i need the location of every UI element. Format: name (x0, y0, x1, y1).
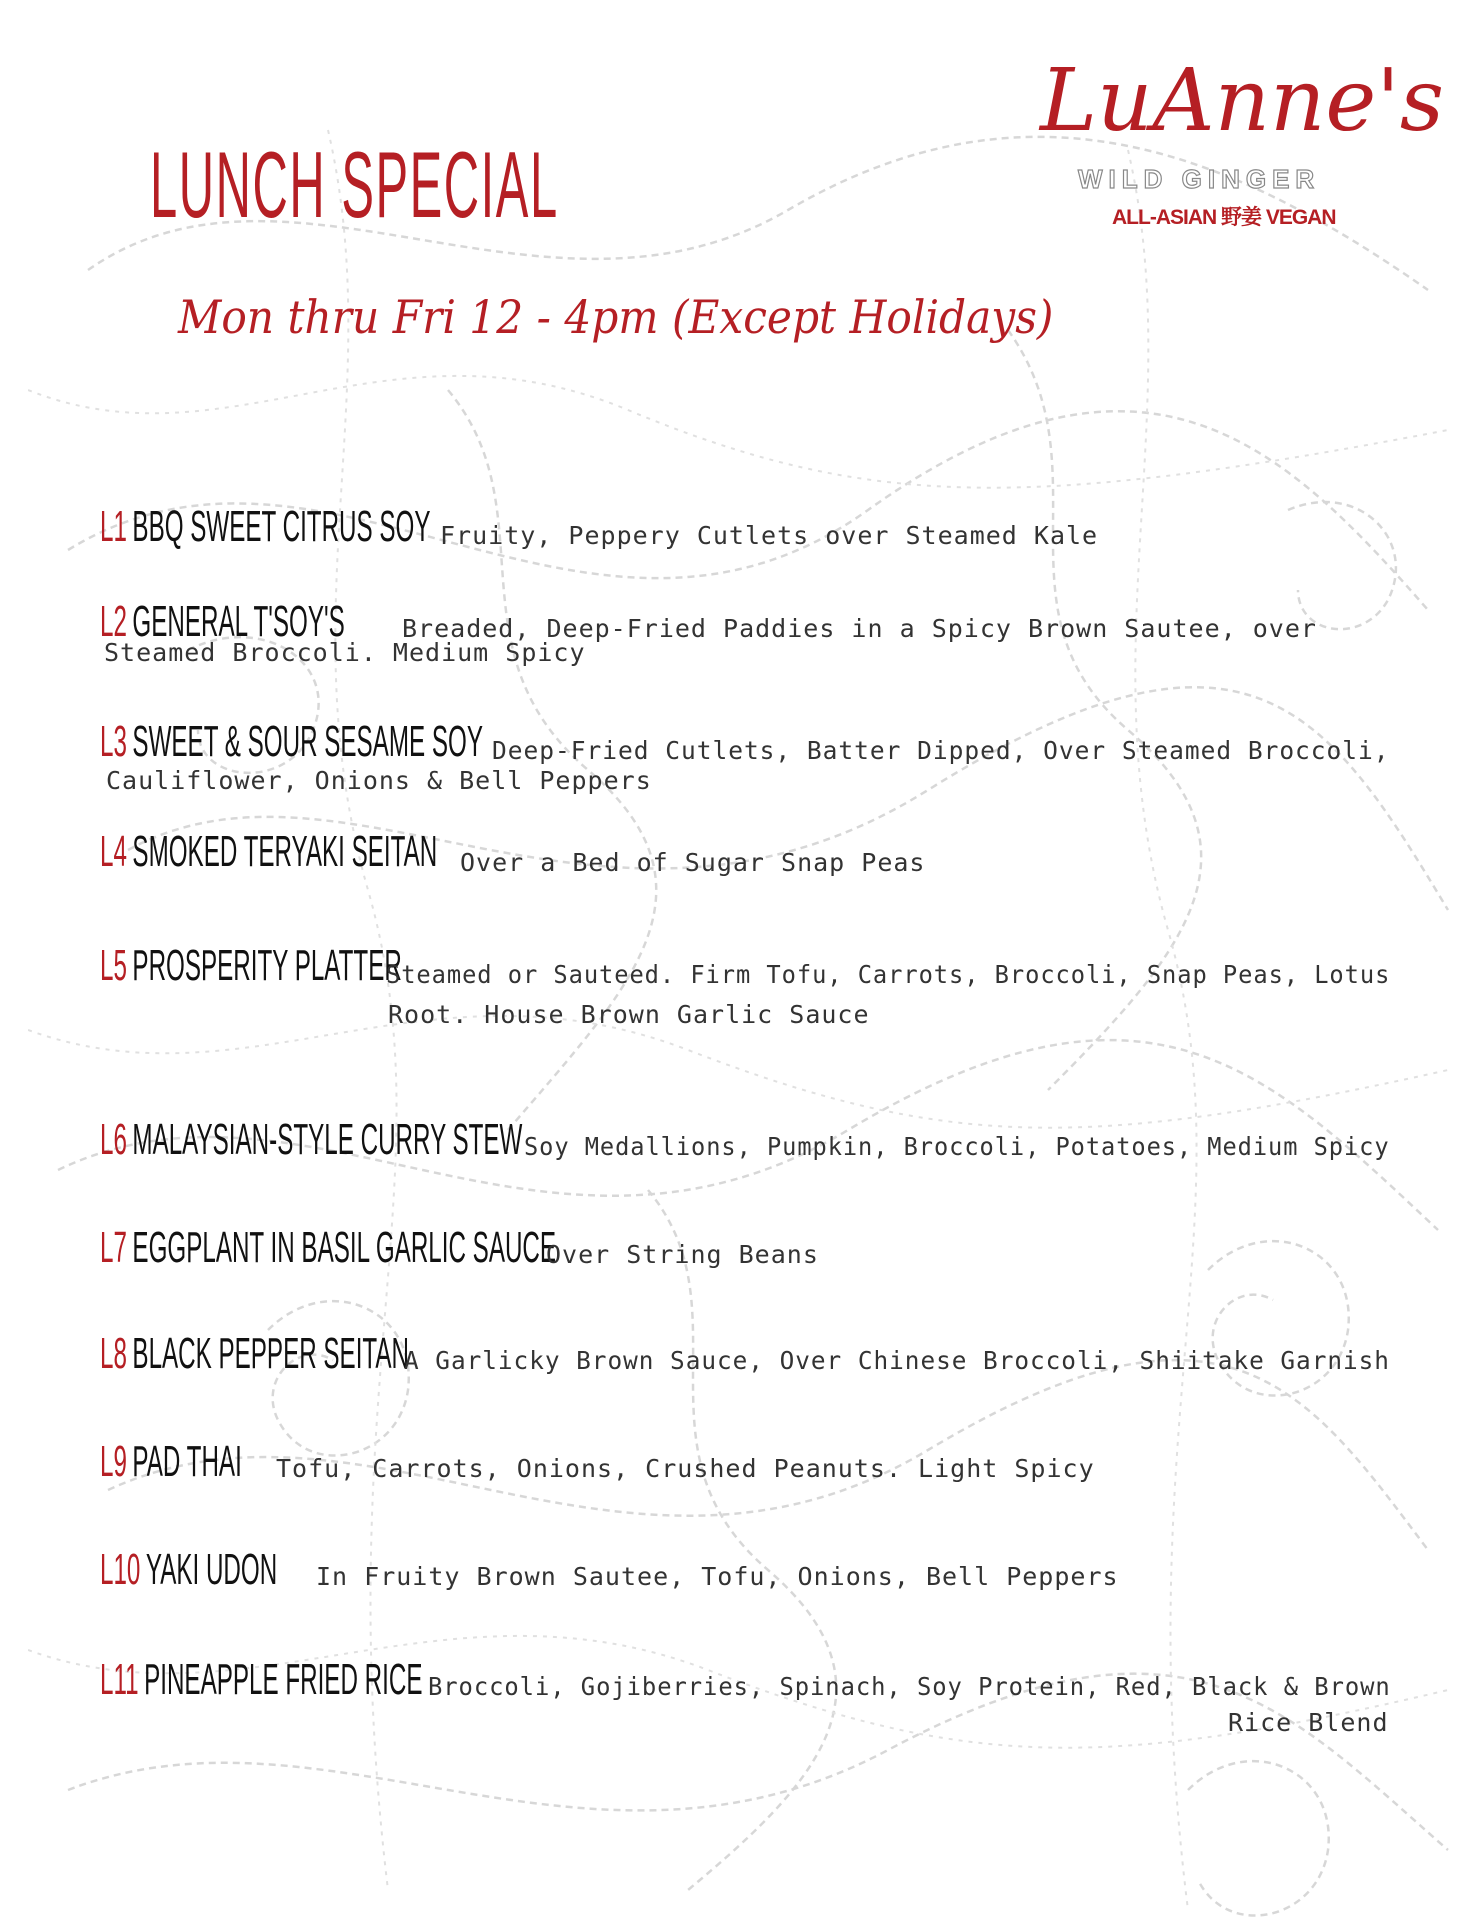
item-name: SWEET & SOUR SESAME SOY (132, 717, 483, 766)
item-name: YAKI UDON (145, 1545, 278, 1594)
logo-subtitle: WILD GINGER (1078, 164, 1321, 194)
hours-subtitle: Mon thru Fri 12 - 4pm (Except Holidays) (178, 290, 1054, 344)
item-description: In Fruity Brown Sautee, Tofu, Onions, Bell Peppers (316, 1562, 1119, 1591)
item-description: A Garlicky Brown Sauce, Over Chinese Broccoli, Shiitake Garnish (404, 1346, 1390, 1375)
logo-tagline: ALL-ASIAN 野姜 VEGAN (1112, 206, 1336, 229)
item-description: Over a Bed of Sugar Snap Peas (460, 848, 926, 877)
item-description: Broccoli, Gojiberries, Spinach, Soy Protein, Red, Black & Brown (428, 1672, 1391, 1701)
item-code: L3 (100, 717, 127, 766)
item-description: Deep-Fried Cutlets, Batter Dipped, Over Steamed Broccoli, (492, 736, 1390, 765)
item-heading (100, 1545, 278, 1594)
item-code: L11 (100, 1655, 139, 1704)
item-code: L7 (100, 1223, 127, 1272)
item-name: GENERAL T'SOY'S (132, 597, 345, 646)
item-heading (100, 1329, 410, 1378)
item-heading (100, 1223, 557, 1272)
logo-script-name: LuAnne's (1040, 51, 1445, 151)
item-code: L6 (100, 1115, 127, 1164)
item-name: BBQ SWEET CITRUS SOY (132, 502, 431, 551)
item-name: PAD THAI (132, 1437, 242, 1486)
item-code: L4 (100, 827, 127, 876)
item-description: Over String Beans (546, 1240, 819, 1269)
item-heading (100, 827, 438, 876)
item-heading (100, 717, 483, 766)
item-name: PINEAPPLE FRIED RICE (144, 1655, 423, 1704)
item-name: EGGPLANT IN BASIL GARLIC SAUCE (132, 1223, 557, 1272)
item-description-continued: Cauliflower, Onions & Bell Peppers (106, 766, 652, 795)
item-code: L8 (100, 1329, 127, 1378)
item-name: PROSPERITY PLATTER (132, 941, 402, 990)
item-description-continued: Rice Blend (1228, 1708, 1389, 1737)
item-heading (100, 941, 402, 990)
item-code: L2 (100, 597, 127, 646)
restaurant-logo (1040, 51, 1445, 238)
item-name: BLACK PEPPER SEITAN (132, 1329, 410, 1378)
item-code: L1 (100, 502, 127, 551)
item-description-continued: Root. House Brown Garlic Sauce (388, 1000, 870, 1029)
item-description: Steamed or Sauteed. Firm Tofu, Carrots, Broccoli, Snap Peas, Lotus (386, 960, 1391, 989)
item-heading (100, 502, 431, 551)
item-description-continued: Steamed Broccoli. Medium Spicy (104, 638, 586, 667)
item-code: L10 (100, 1545, 141, 1594)
page-title: LUNCH SPECIAL (150, 132, 559, 237)
item-description: Tofu, Carrots, Onions, Crushed Peanuts. Light Spicy (276, 1454, 1095, 1483)
item-heading (100, 1655, 423, 1704)
item-name: SMOKED TERYAKI SEITAN (132, 827, 438, 876)
item-description: Fruity, Peppery Cutlets over Steamed Kale (440, 521, 1099, 550)
item-description: Breaded, Deep-Fried Paddies in a Spicy Brown Sautee, over (402, 614, 1317, 643)
item-code: L9 (100, 1437, 127, 1486)
item-name: MALAYSIAN-STYLE CURRY STEW (132, 1115, 523, 1164)
item-heading (100, 1115, 523, 1164)
item-description: Soy Medallions, Pumpkin, Broccoli, Potatoes, Medium Spicy (524, 1132, 1390, 1161)
item-code: L5 (100, 941, 127, 990)
item-heading (100, 1437, 242, 1486)
